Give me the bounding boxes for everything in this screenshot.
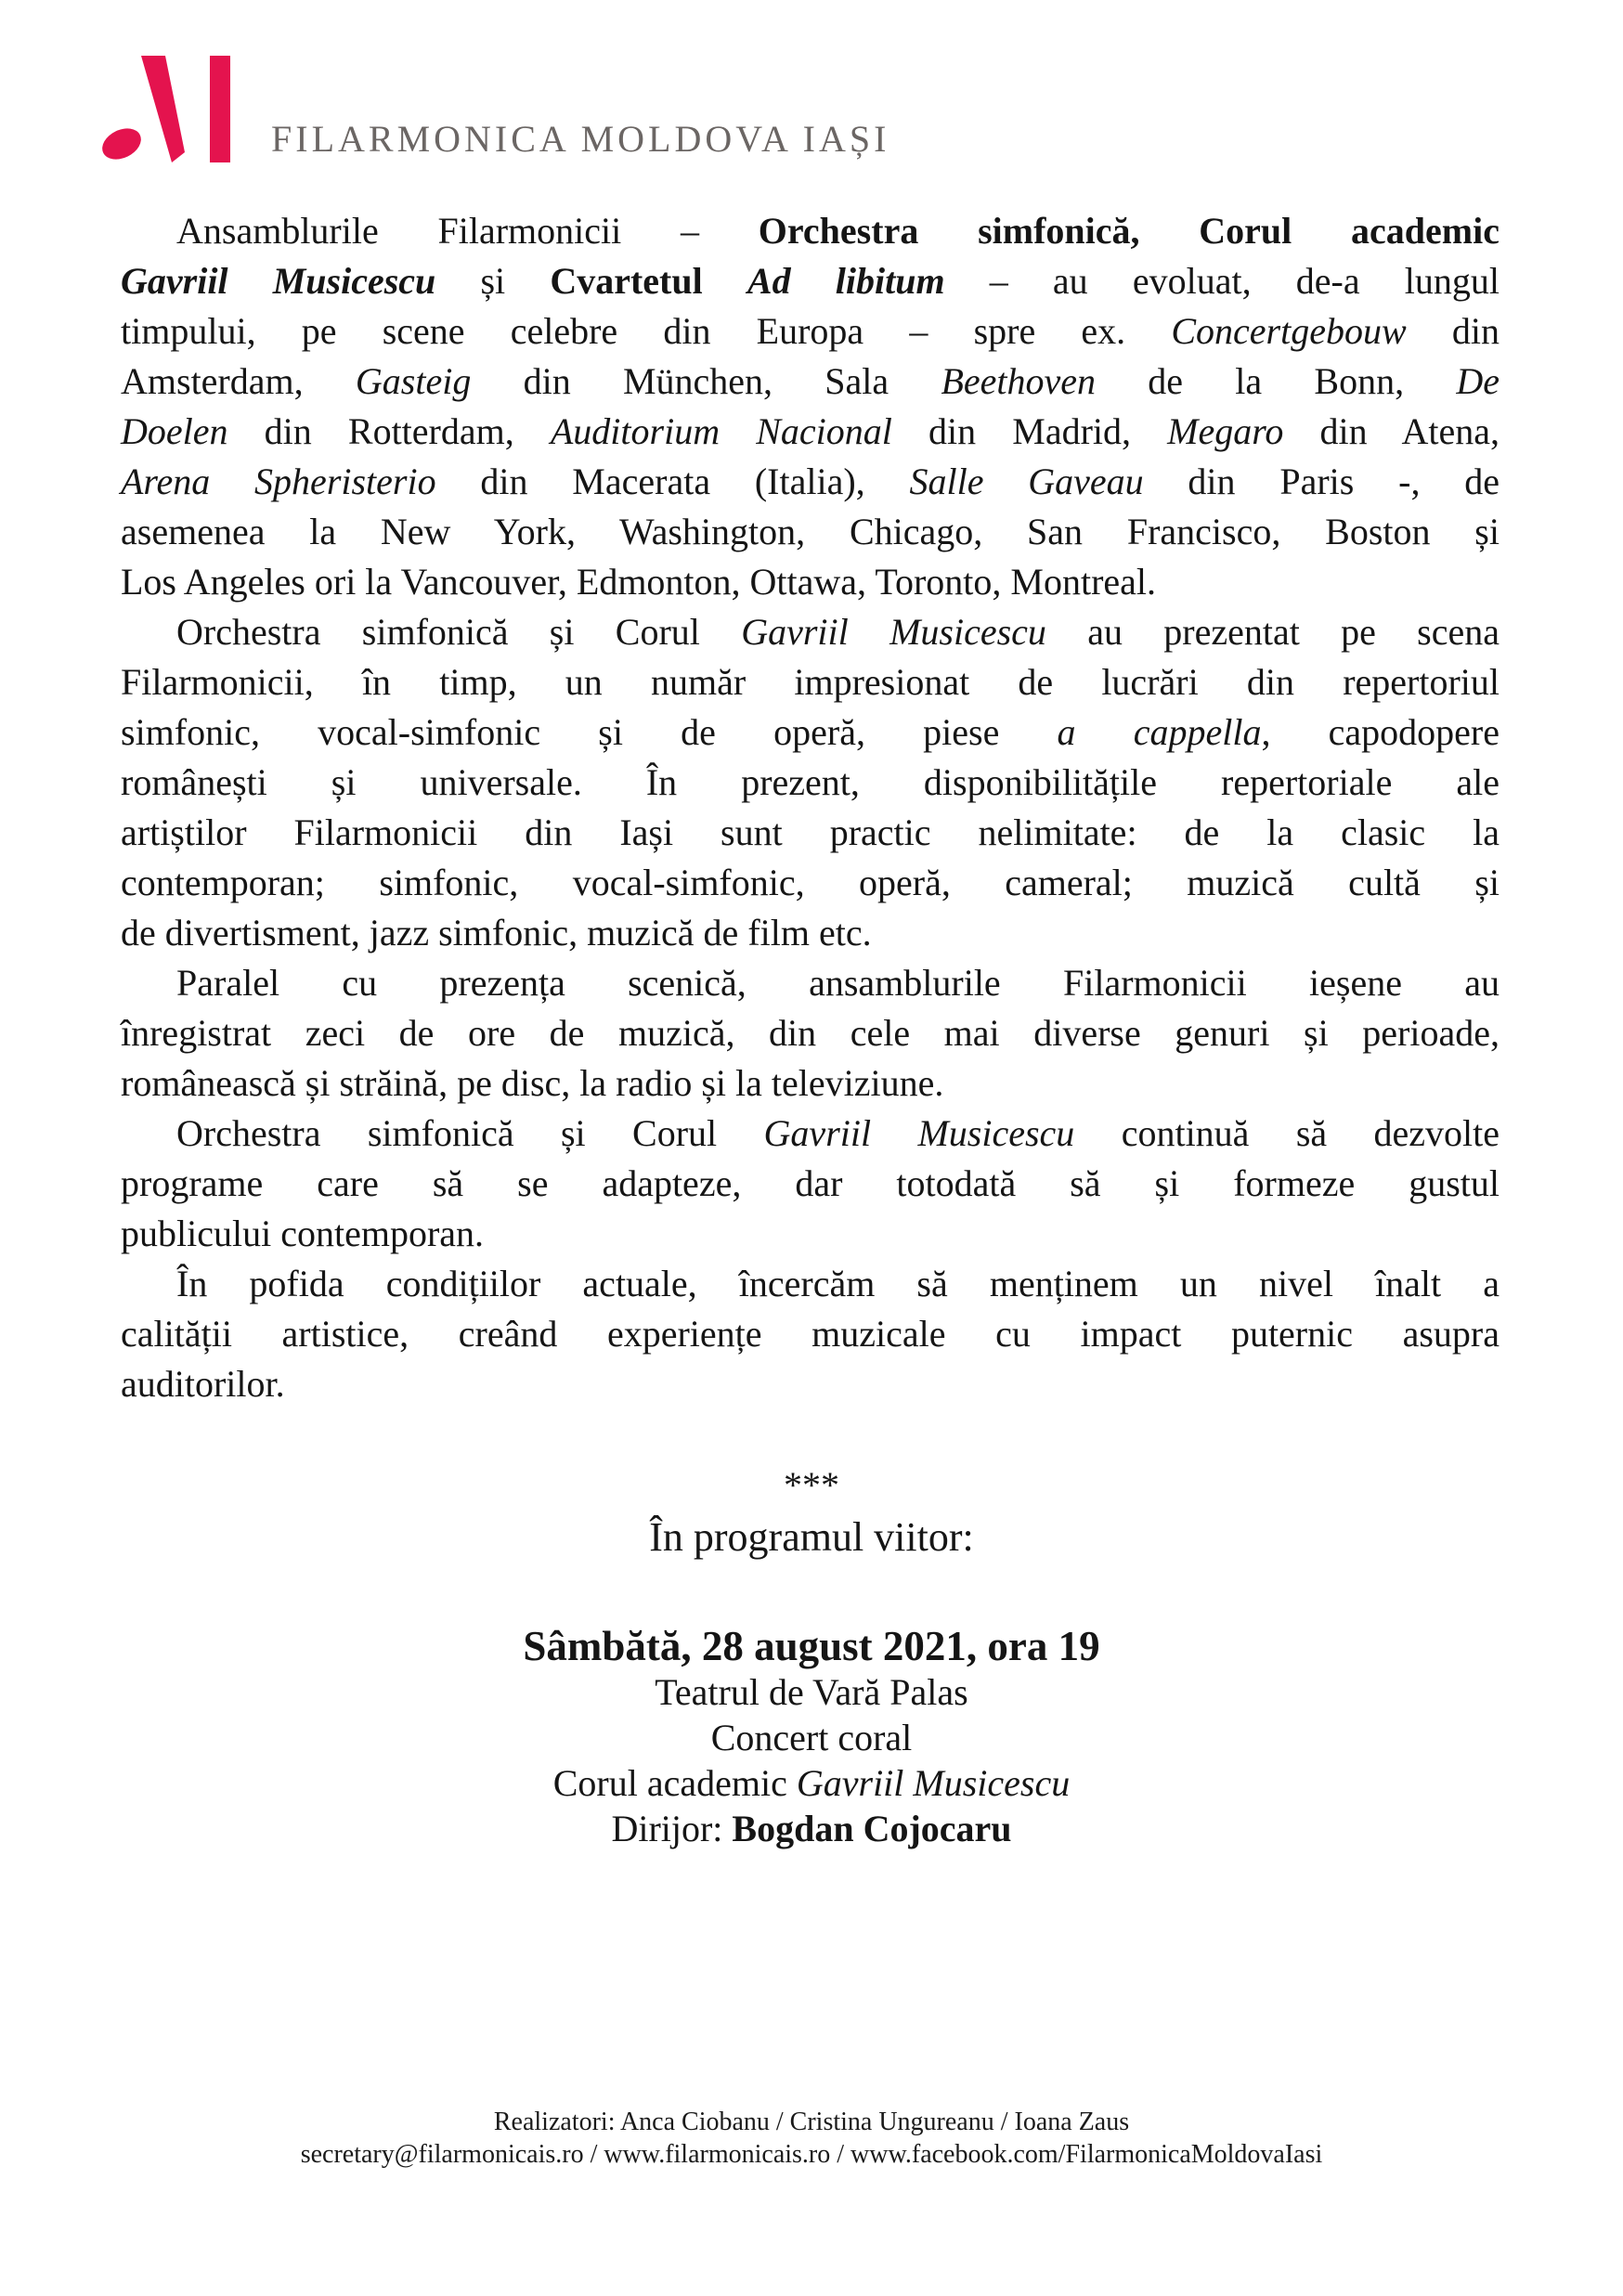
text-run: asemenea la New York, Washington, Chicago, San Francisco, Boston și (121, 511, 1500, 552)
text-line (121, 1209, 1500, 1259)
text-run: înregistrat zeci de ore de muzică, din cele mai diverse genuri și perioade, (121, 1012, 1500, 1054)
event-line (0, 1806, 1623, 1851)
text-run: publicului contemporan. (121, 1213, 485, 1254)
text-run: Cvartetul (550, 260, 747, 302)
text-run: auditorilor. (121, 1363, 285, 1405)
filarmonica-logo-icon (93, 45, 232, 162)
text-run: a cappella (1057, 711, 1262, 753)
text-line (121, 1058, 1500, 1109)
text-run: simfonic, vocal-simfonic și de operă, piese (121, 711, 1058, 753)
text-run: din (1406, 310, 1500, 352)
text-run: Arena Spheristerio (121, 460, 436, 502)
text-run: , capodopere (1261, 711, 1500, 753)
text-run: programe care să se adapteze, dar totodată să și formeze gustul (121, 1162, 1500, 1204)
text-run: românească și străină, pe disc, la radio și la televiziune. (121, 1062, 944, 1104)
text-run: – au evoluat, de-a lungul (944, 260, 1500, 302)
text-run: Megaro (1167, 410, 1284, 452)
text-run: și (435, 260, 551, 302)
text-run: Filarmonicii, în timp, un număr impresionat de lucrări din repertoriul (121, 661, 1500, 703)
text-line (121, 758, 1500, 808)
text-run: din München, Sala (471, 360, 941, 402)
body-paragraph (121, 958, 1500, 1109)
footer-contacts: secretary@filarmonicais.ro / www.filarmonicais.ro / www.facebook.com/FilarmonicaMoldovaIasi (300, 2140, 1323, 2169)
text-line (121, 958, 1500, 1008)
text-run: românești și universale. În prezent, disponibilitățile repertoriale ale (121, 761, 1500, 803)
body-paragraph (121, 1259, 1500, 1409)
text-line (121, 1309, 1500, 1359)
event-line (0, 1715, 1623, 1760)
brand-name: FILARMONICA MOLDOVA IAȘI (271, 118, 890, 160)
text-run: din Atena, (1283, 410, 1500, 452)
text-line (121, 808, 1500, 858)
text-line (121, 507, 1500, 557)
text-line (121, 707, 1500, 758)
text-run: Paralel cu prezența scenică, ansamblurile Filarmonicii ieșene au (176, 962, 1500, 1004)
text-line (121, 306, 1500, 357)
text-line (121, 407, 1500, 457)
event-line (0, 1669, 1623, 1715)
text-run: contemporan; simfonic, vocal-simfonic, operă, cameral; muzică cultă și (121, 862, 1500, 903)
body-paragraph (121, 1109, 1500, 1259)
text-run: din Rotterdam, (227, 410, 551, 452)
text-run: Concertgebouw (1171, 310, 1407, 352)
text-run: Ansamblurile Filarmonicii – (176, 210, 759, 252)
text-line (121, 557, 1500, 607)
text-run: Orchestra simfonică și Corul (176, 611, 742, 653)
body-paragraph (121, 206, 1500, 607)
text-run: Orchestra simfonică, Corul academic (758, 210, 1500, 252)
text-run: Concert coral (710, 1717, 913, 1758)
text-line (121, 256, 1500, 306)
text-line (121, 1359, 1500, 1409)
page-footer (0, 2106, 1623, 2171)
text-run: Orchestra simfonică și Corul (176, 1112, 764, 1154)
text-line (121, 1109, 1500, 1159)
text-run: Auditorium Nacional (550, 410, 892, 452)
body-text (121, 206, 1500, 1409)
text-run: Gavriil Musicescu (763, 1112, 1075, 1154)
event-line (0, 1624, 1623, 1669)
text-run: Teatrul de Vară Palas (655, 1671, 968, 1713)
text-run: Salle Gaveau (909, 460, 1144, 502)
text-run: Beethoven (941, 360, 1096, 402)
text-line (121, 858, 1500, 908)
text-run: Bogdan Cojocaru (732, 1808, 1012, 1849)
text-run: Ad libitum (747, 260, 945, 302)
text-run: timpului, pe scene celebre din Europa – spre ex. (121, 310, 1172, 352)
body-paragraph (121, 607, 1500, 958)
text-run: din Paris -, de (1143, 460, 1500, 502)
program-heading: În programul viitor: (649, 1514, 974, 1560)
footer-credits: Realizatori: Anca Ciobanu / Cristina Ungureanu / Ioana Zaus (493, 2108, 1130, 2136)
text-run: Gasteig (355, 360, 472, 402)
text-run: Doelen (121, 410, 228, 452)
event-block (0, 1624, 1623, 1851)
text-run: Gavriil Musicescu (741, 611, 1046, 653)
text-line (121, 1008, 1500, 1058)
text-run: Dirijor: (611, 1808, 733, 1849)
text-run: Sâmbătă, 28 august 2021, ora 19 (523, 1623, 1100, 1669)
text-run: Corul academic (552, 1762, 797, 1804)
text-run: Gavriil Musicescu (121, 260, 436, 302)
text-run: De (1456, 360, 1500, 402)
text-run: de la Bonn, (1096, 360, 1457, 402)
text-line (121, 1259, 1500, 1309)
text-line (121, 607, 1500, 657)
text-line (121, 1159, 1500, 1209)
text-run: Los Angeles ori la Vancouver, Edmonton, Ottawa, Toronto, Montreal. (121, 561, 1157, 603)
text-run: continuă să dezvolte (1074, 1112, 1500, 1154)
text-line (121, 657, 1500, 707)
section-separator: *** (784, 1464, 839, 1506)
text-run: artiștilor Filarmonicii din Iași sunt practic nelimitate: de la clasic la (121, 811, 1500, 853)
text-run: Gavriil Musicescu (796, 1762, 1071, 1804)
text-line (121, 908, 1500, 958)
text-run: În pofida condițiilor actuale, încercăm să menținem un nivel înalt a (176, 1263, 1500, 1304)
event-line (0, 1760, 1623, 1806)
text-run: de divertisment, jazz simfonic, muzică de film etc. (121, 912, 872, 953)
text-line (121, 206, 1500, 256)
text-run: Amsterdam, (121, 360, 356, 402)
letterhead (93, 45, 1623, 162)
text-run: din Madrid, (891, 410, 1168, 452)
text-run: calității artistice, creând experiențe muzicale cu impact puternic asupra (121, 1313, 1500, 1355)
text-line (121, 357, 1500, 407)
text-line (121, 457, 1500, 507)
text-run: au prezentat pe scena (1045, 611, 1500, 653)
text-run: din Macerata (Italia), (435, 460, 910, 502)
